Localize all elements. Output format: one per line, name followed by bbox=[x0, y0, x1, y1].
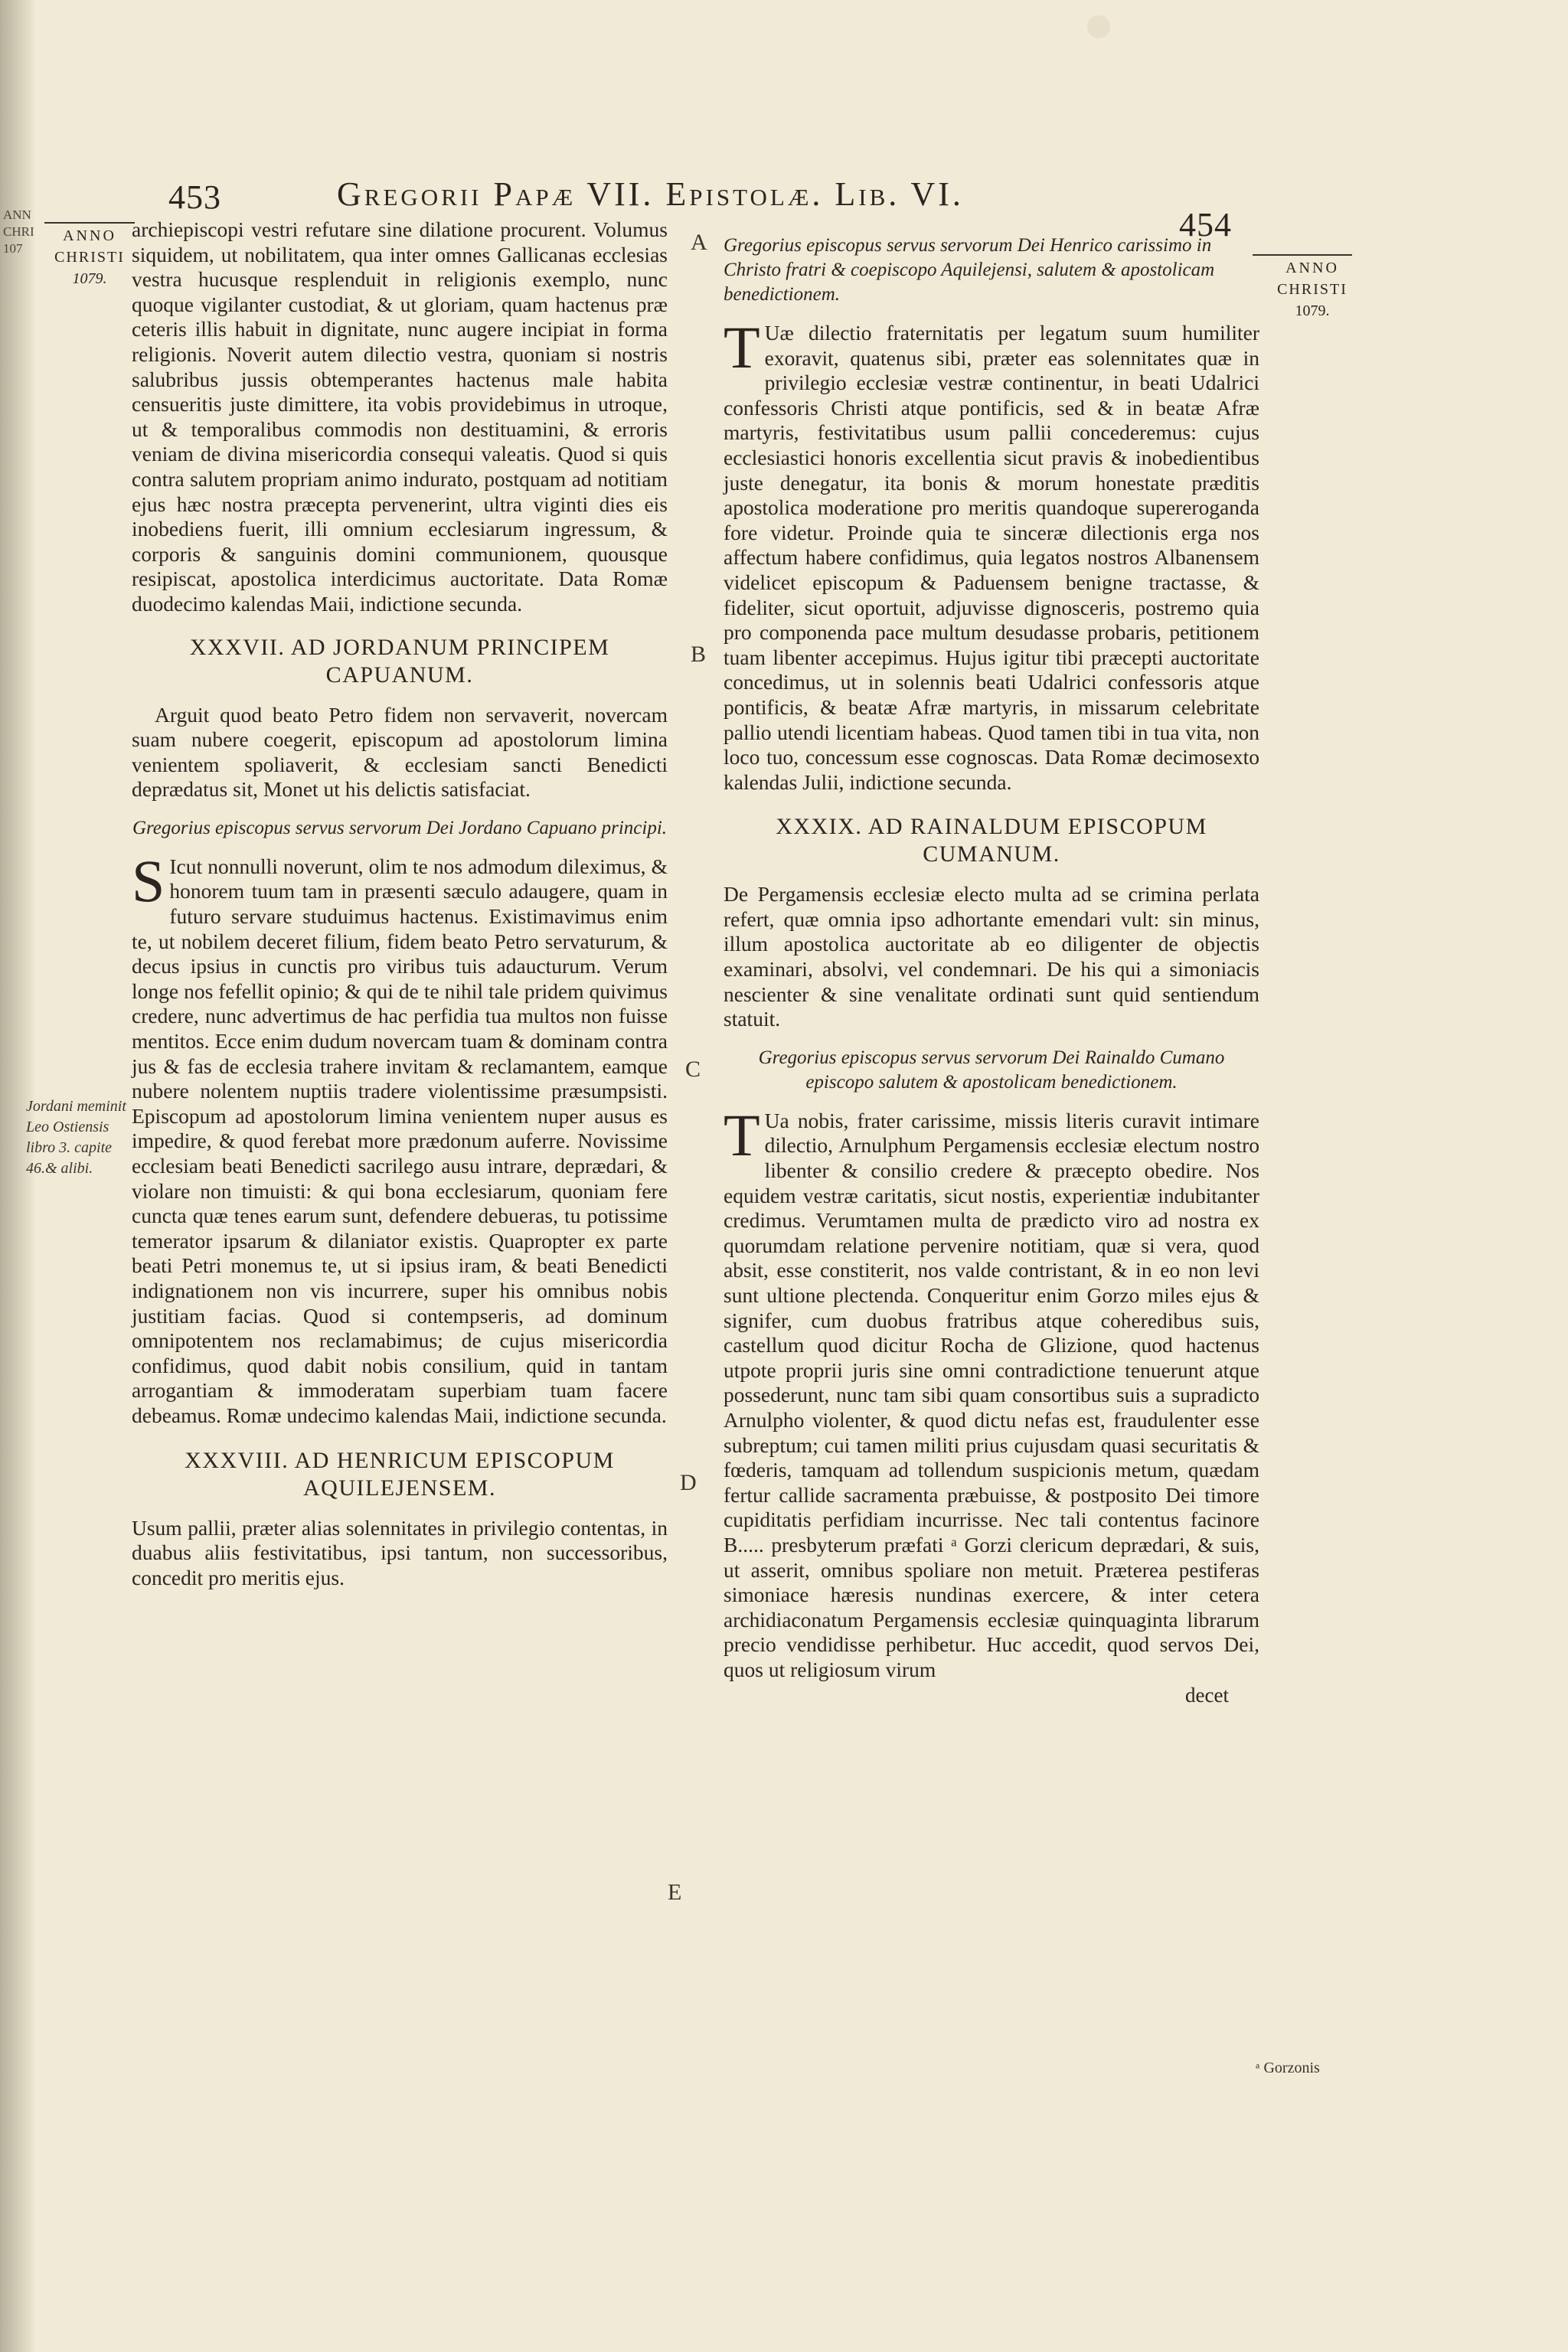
letter-37-dropcap: S bbox=[132, 847, 165, 914]
letter-39-dropcap: T bbox=[724, 1101, 760, 1168]
letter-38-heading: XXXVIII. AD HENRICUM EPISCOPUM AQUILEJENSEM. bbox=[185, 1447, 615, 1501]
letter-37-body-text: Icut nonnulli noverunt, olim te nos admodum dileximus, & honorem tuum tam in præsenti sæculo adaugere, quam in futuro servare studuimus hactenus. Existimavimus enim te, ut nobilem deceret filium, fidem beato Petro servaturum, & decus ipsius in cunctis pro viribus tuis adaucturum. Verum longe nos fefellit opinio; & qui de te nihil tale pridem quivimus credere, nunc advertimus de hac perfidia tua multos non fuisse mentitos. Ecce enim dudum novercam tuam & dominam contra jus & fas de ecclesia trahere invitam & reclamantem, eamque nubere nolentem nuptiis tradere violentissime præsumpsisti. Episcopum ad apostolorum limina venientem nuper ausus es impedire, & quod ferebat more prædonum auferre. Novissime ecclesiam beati Benedicti sacrilego ausu intrare, deprædari, & violare non timuisti: & qui bona ecclesiarum, quoniam fere cuncta quæ tenes earum sunt, defendere debueras, tu potissime temerator ipsarum & dilaniator existis. Quapropter ex parte beati Petri monemus te, ut si ipsius iram, & beati Benedicti indignationem non vis incurrere, super his omnibus nobis justitiam facias. Quod si contempseris, ad dominum omnipotentem nos reclamabimus; de cujus misericordia confidimus, quod dabit nobis consilium, quid in tantam arrogantiam & immoderatam superbiam tuam facere debeamus. Romæ undecimo kalendas Maii, indictione secunda. bbox=[132, 854, 668, 1427]
letter-39-heading: XXXIX. AD RAINALDUM EPISCOPUM CUMANUM. bbox=[776, 814, 1207, 867]
letter-37-summary: Arguit quod beato Petro fidem non servaverit, novercam suam nubere coegerit, episcopum ad apostolorum limina venientem spoliaverit, & ecclesiam sancti Benedicti deprædatus sit, Monet ut his delictis satisfaciat. bbox=[132, 702, 668, 802]
catchword: decet bbox=[1185, 1683, 1229, 1707]
year-value: 1079. bbox=[1295, 302, 1330, 319]
right-column bbox=[724, 234, 1259, 1707]
left-page-number: 453 bbox=[168, 178, 221, 216]
year-rule bbox=[1253, 254, 1352, 256]
christi-label: CHRISTI bbox=[54, 249, 125, 266]
margin-note-jordani: Jordani meminit Leo Ostiensis libro 3. capite 46.& alibi. bbox=[26, 1098, 126, 1177]
letter-38-dropcap: T bbox=[724, 314, 760, 381]
christi-label: CHRISTI bbox=[1277, 281, 1348, 298]
anno-label: ANNO bbox=[1285, 260, 1339, 276]
year-marker-left bbox=[44, 222, 135, 289]
previous-leaf-margin: ANN CHRI 107 bbox=[3, 207, 34, 256]
year-rule bbox=[44, 222, 135, 224]
continued-letter-text: archiepiscopi vestri refutare sine dilatione procurent. Volumus siquidem, ut nobilitatem, qua inter omnes Gallicanas ecclesias vestra hucusque resplenduit in religionis exemplo, nunc quoque vigilanter custodiat, & ut gloriam, quam hactenus præ ceteris illis habuit in dignitate, nunc augere incipiat in forma religionis. Noverit autem dilectio vestra, quoniam si nostris salubribus jussis obtemperantes hactenus male habita censueritis juste dimittere, ita vobis providebimus in utroque, ut & temporalibus commodis non destituamini, & erroris veniam de divina misericordia consequi valeatis. Quod si quis contra salutem propriam animo indurato, postquam ad notitiam ejus hæc nostra præcepta pervenerint, ultra viginti dies eis inobediens fuerit, illi omnium ecclesiarum ingressum, & corporis & sanguinis domini communionem, quousque resipiscat, apostolica interdicimus auctoritate. Data Romæ duodecimo kalendas Maii, indictione secunda. bbox=[132, 217, 668, 616]
letter-38-body bbox=[724, 314, 1259, 795]
letter-39-salutation: Gregorius episcopus servus servorum Dei Rainaldo Cumano episcopo salutem & apostolicam benedictionem. bbox=[758, 1047, 1225, 1093]
letter-39-summary: De Pergamensis ecclesiæ electo multa ad se crimina perlata refert, quæ omnia ipso adhortante emendari vult: sin minus, illum apostolica auctoritate ab eo diligenter de objectis examinari, absolvi, vel condemnari. De his qui a simoniacis nescienter & sine venalitate ordinati sunt quid sentiendum statuit. bbox=[724, 882, 1259, 1031]
section-letter-a: A bbox=[691, 230, 707, 255]
year-value: 1079. bbox=[72, 270, 107, 287]
letter-37-heading: XXXVII. AD JORDANUM PRINCIPEM CAPUANUM. bbox=[189, 634, 610, 688]
section-letter-e: E bbox=[668, 1880, 682, 1905]
margin-note-gorzonis: ᵃ Gorzonis bbox=[1256, 2060, 1320, 2076]
section-letter-b: B bbox=[691, 642, 707, 667]
right-page-number: 454 bbox=[1179, 206, 1232, 243]
letter-37-salutation: Gregorius episcopus servus servorum Dei Jordano Capuano principi. bbox=[132, 817, 668, 838]
section-letter-c: C bbox=[685, 1057, 701, 1082]
letter-39-body-text: Ua nobis, frater carissime, missis literis curavit intimare dilectio, Arnulphum Pergamensis ecclesiæ electum nostro libenter & consilio credere & præcepto obedire. Nos equidem vestræ caritatis, sicut nostis, experientiæ indubitanter credimus. Verumtamen multa de prædicto viro ad nostra ex quorumdam relatione pervenire notitiam, quæ si vera, quod absit, esse constiterit, nos valde contristant, & in eo non levi sunt ultione plectenda. Conqueritur enim Gorzo miles ejus & signifer, cum duobus fratribus atque coheredibus suis, castellum quod dicitur Rocha de Glizione, quod hactenus utpote proprii juris sine omni contradictione tenuerunt atque possederunt, nunc tam sibi quam consortibus suis a supradicto Arnulpho violenter, & quod dictu nefas est, fraudulenter esse subreptum; cui tamen militi prius cujusdam quasi securitatis & fœderis, tamquam ad tollendum suspicionis metum, quædam fertur callide sacramenta præbuisse, & postposito Dei timore cupiditatis perfidiam incurrisse. Nec tali contentus facinore B..... presbyterum præfati ᵃ Gorzi clericum deprædari, & suis, ut asserit, omnibus spoliare non metuit. Præterea pestiferas simoniace hæresis nundinas exercere, & inter cetera archidiaconatum Pergamensis ecclesiæ quinquaginta librarum precio vendidisse perhibetur. Huc accedit, quod servos Dei, quos ut religiosum virum bbox=[724, 1108, 1259, 1681]
letter-39-body bbox=[724, 1101, 1259, 1683]
letter-38-body-text: Uæ dilectio fraternitatis per legatum suum humiliter exoravit, quatenus sibi, præter eas solennitates quæ in privilegio ecclesiæ vestræ continentur, in beati Udalrici confessoris Christi atque pontificis, sed & in beatæ Afræ martyris, festivitatibus usum pallii concederemus: cujus ecclesiastici honoris excellentia sicut pravis & inobedientibus juste denegatur, ita bonis & morum honestate præditis apostolica moderatione pro meritis quandoque supererogandа fore videtur. Proinde quia te sinceræ dilectionis erga nos affectum habere confidimus, quia legatos nostros Albanensem videlicet episcopum & Paduensem benigne tractasse, & fideliter, sicut oportuit, adjuvisse dignosceris, postremo quia pro componenda pace multum desudasse probaris, petitionem tuam libenter accepimus. Hujus igitur tibi præcepti auctoritate concedimus, ut in solennis beati Udalrici confessoris atque pontificis, & beatæ Afræ martyris, in missarum celebritate pallio utendi licentiam habeas. Quod tamen tibi in tua vita, non loco tuo, concessum esse cognoscas. Data Romæ decimosexto kalendas Julii, indictione secunda. bbox=[724, 321, 1259, 794]
running-title: Gregorii Papæ VII. Epistolæ. Lib. VI. bbox=[337, 175, 964, 213]
letter-37-body bbox=[132, 847, 668, 1429]
letter-38-summary: Usum pallii, præter alias solennitates in privilegio contentas, in duabus aliis festivitatibus, ipsi tantum, non successoribus, concedit pro meritis ejus. bbox=[132, 1515, 668, 1589]
section-letter-d: D bbox=[680, 1470, 697, 1495]
year-marker-right bbox=[1276, 254, 1349, 322]
anno-label: ANNO bbox=[63, 227, 116, 244]
letter-38-salutation: Gregorius episcopus servus servorum Dei Henrico carissimo in Christo fratri & coepiscopo Aquilejensi, salutem & apostolicam benedictionem. bbox=[724, 235, 1215, 305]
paper-stain bbox=[1087, 15, 1110, 38]
left-column bbox=[132, 217, 668, 1604]
